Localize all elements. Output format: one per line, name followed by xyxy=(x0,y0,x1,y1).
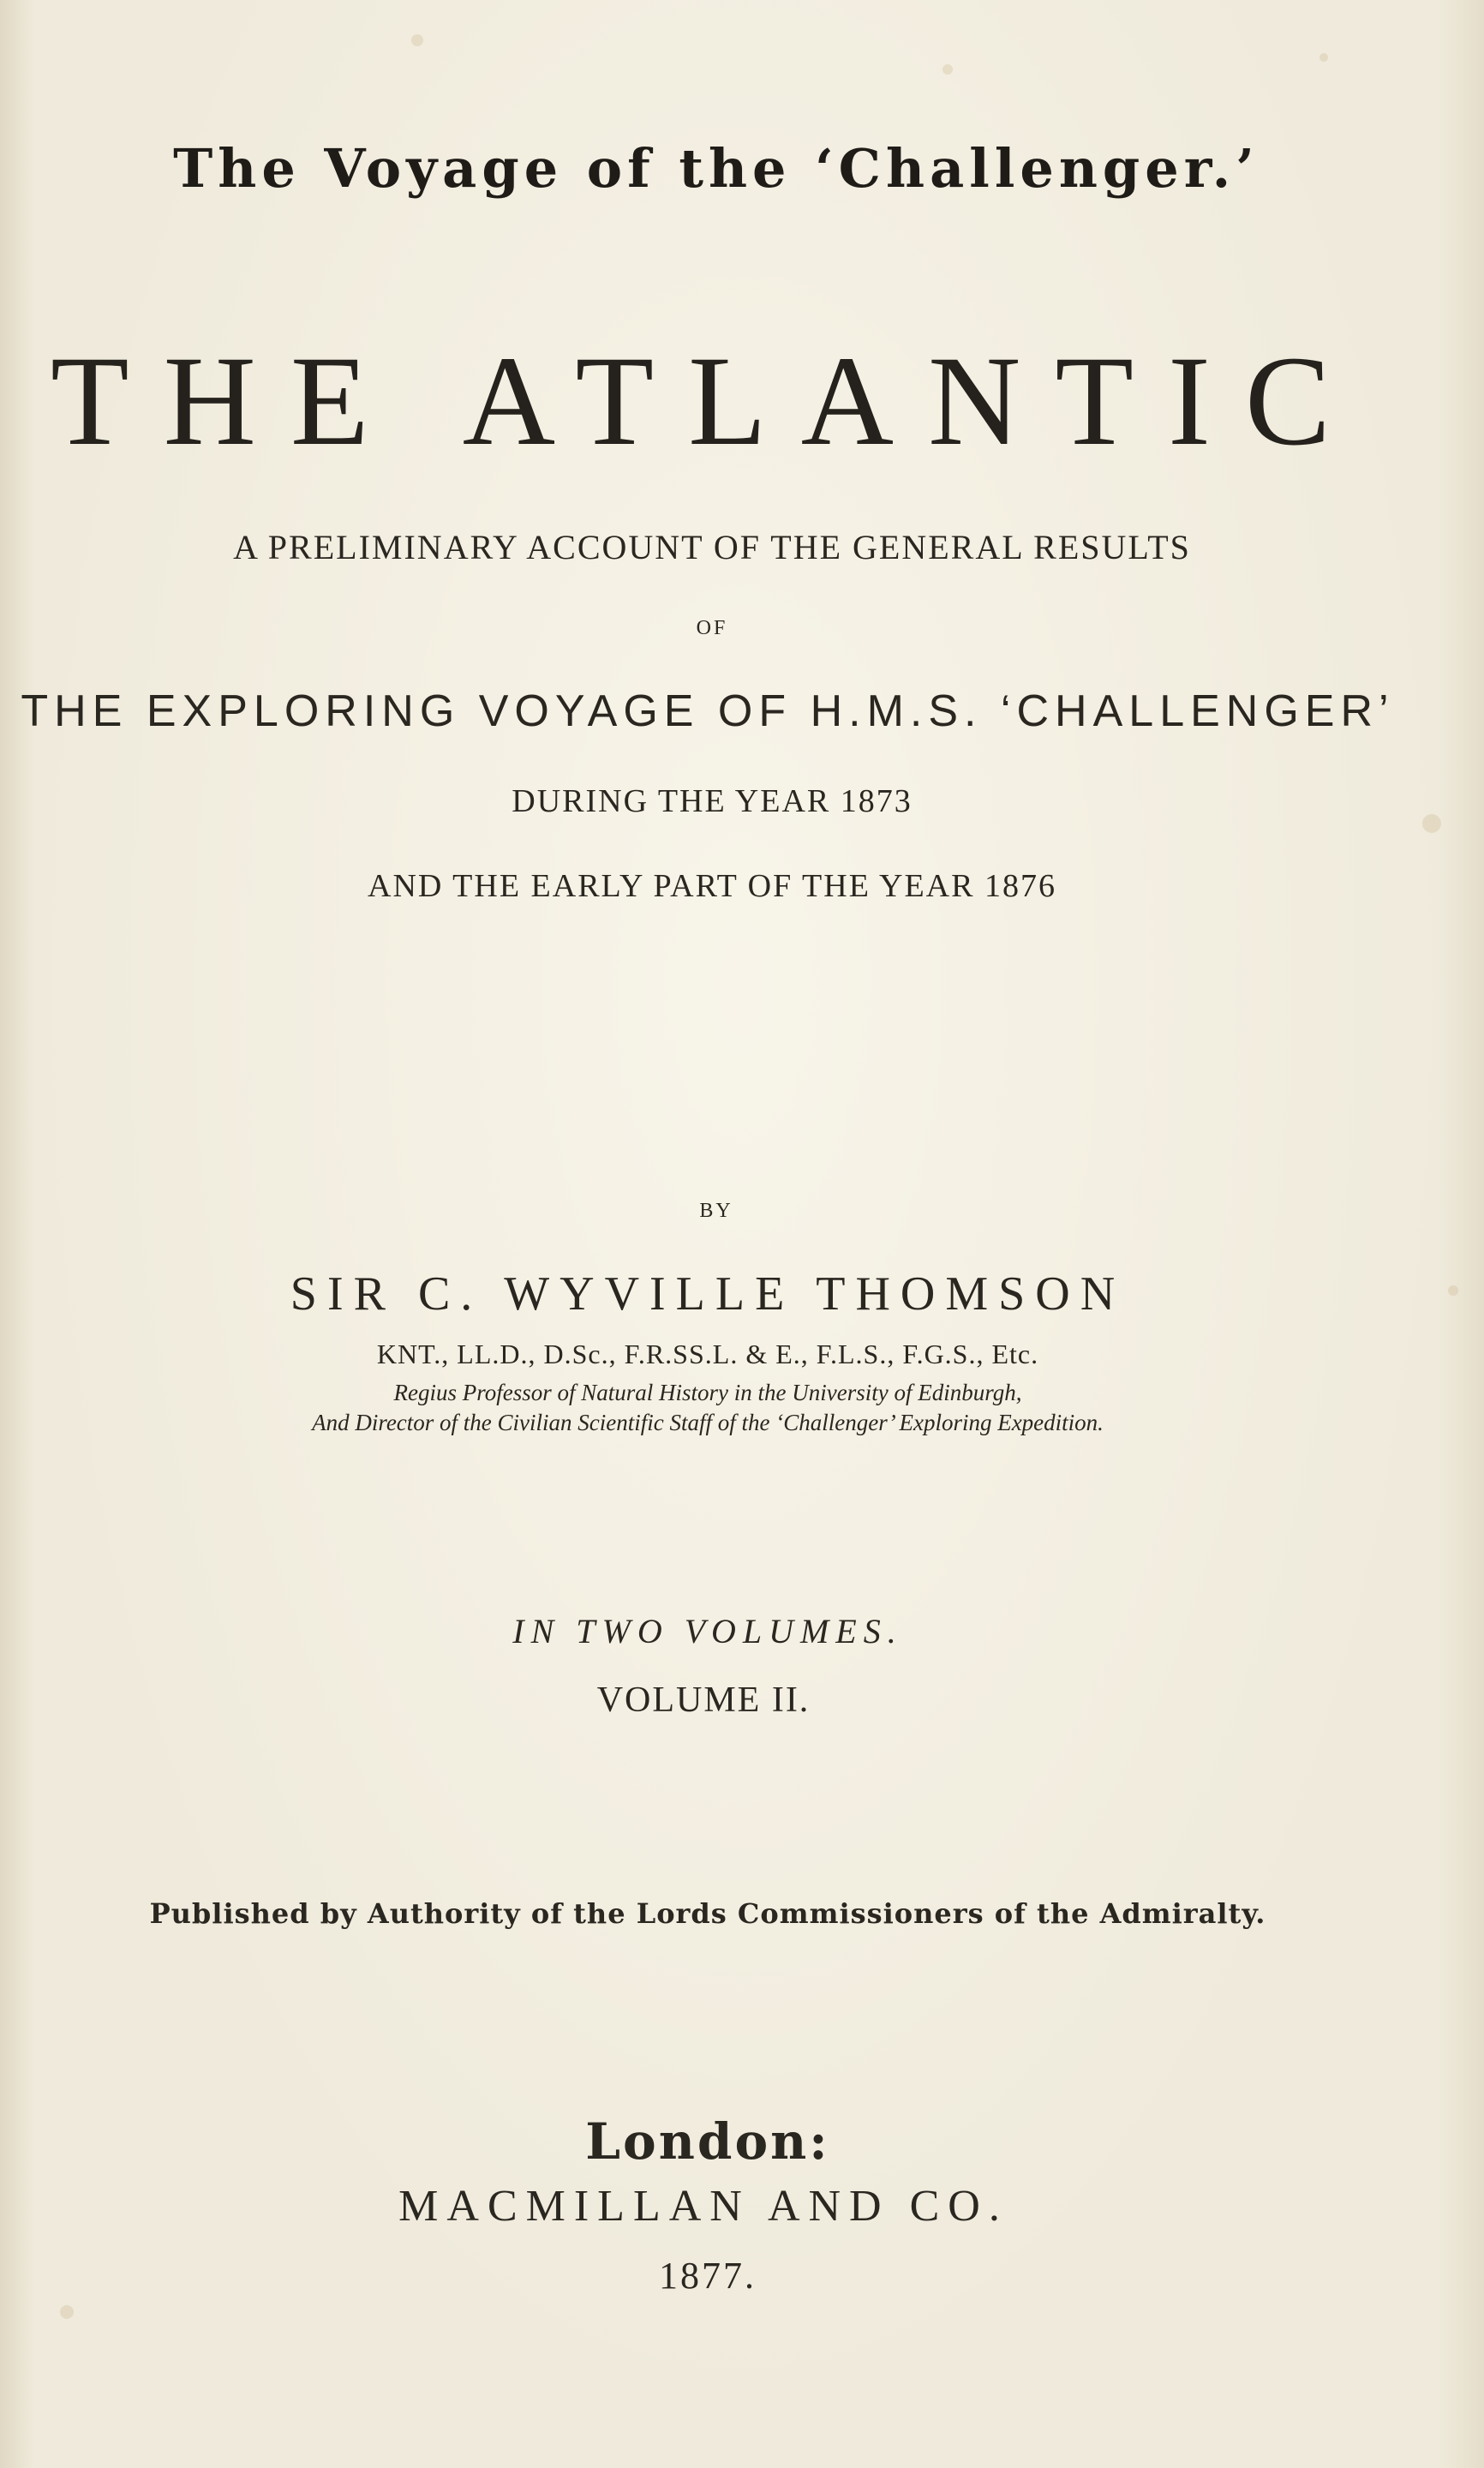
by-line: BY xyxy=(699,1200,733,1222)
series-title: The Voyage of the ‘Challenger.’ xyxy=(173,137,1260,200)
year-line-2: AND THE EARLY PART OF THE YEAR 1876 xyxy=(368,868,1056,904)
author-role-1: Regius Professor of Natural History in the University of Edinburgh, xyxy=(393,1380,1022,1405)
foxing-spot xyxy=(411,34,423,46)
foxing-spot xyxy=(60,2305,74,2319)
volume-count: IN TWO VOLUMES. xyxy=(512,1612,903,1650)
publisher-name: MACMILLAN AND CO. xyxy=(398,2182,1008,2231)
main-title: THE ATLANTIC xyxy=(50,330,1366,472)
connector-of: OF xyxy=(696,617,728,639)
authority-statement: Published by Authority of the Lords Commissioners of the Admiralty. xyxy=(149,1897,1266,1930)
author-role-2: And Director of the Civilian Scientific Staff of the ‘Challenger’ Exploring Expedition. xyxy=(312,1410,1104,1435)
volume-number: VOLUME II. xyxy=(596,1680,811,1720)
publication-date: 1877. xyxy=(659,2255,757,2297)
voyage-line: THE EXPLORING VOYAGE OF H.M.S. ‘CHALLENGER’ xyxy=(21,686,1395,736)
year-line-1: DURING THE YEAR 1873 xyxy=(512,783,913,819)
author-name: SIR C. WYVILLE THOMSON xyxy=(290,1267,1126,1321)
subtitle: A PRELIMINARY ACCOUNT OF THE GENERAL RESULTS xyxy=(233,528,1191,566)
foxing-spot xyxy=(1319,53,1328,62)
foxing-spot xyxy=(942,64,953,75)
author-credentials: KNT., LL.D., D.Sc., F.R.SS.L. & E., F.L.S., F.G.S., Etc. xyxy=(376,1339,1039,1369)
publication-city: London: xyxy=(585,2112,830,2171)
